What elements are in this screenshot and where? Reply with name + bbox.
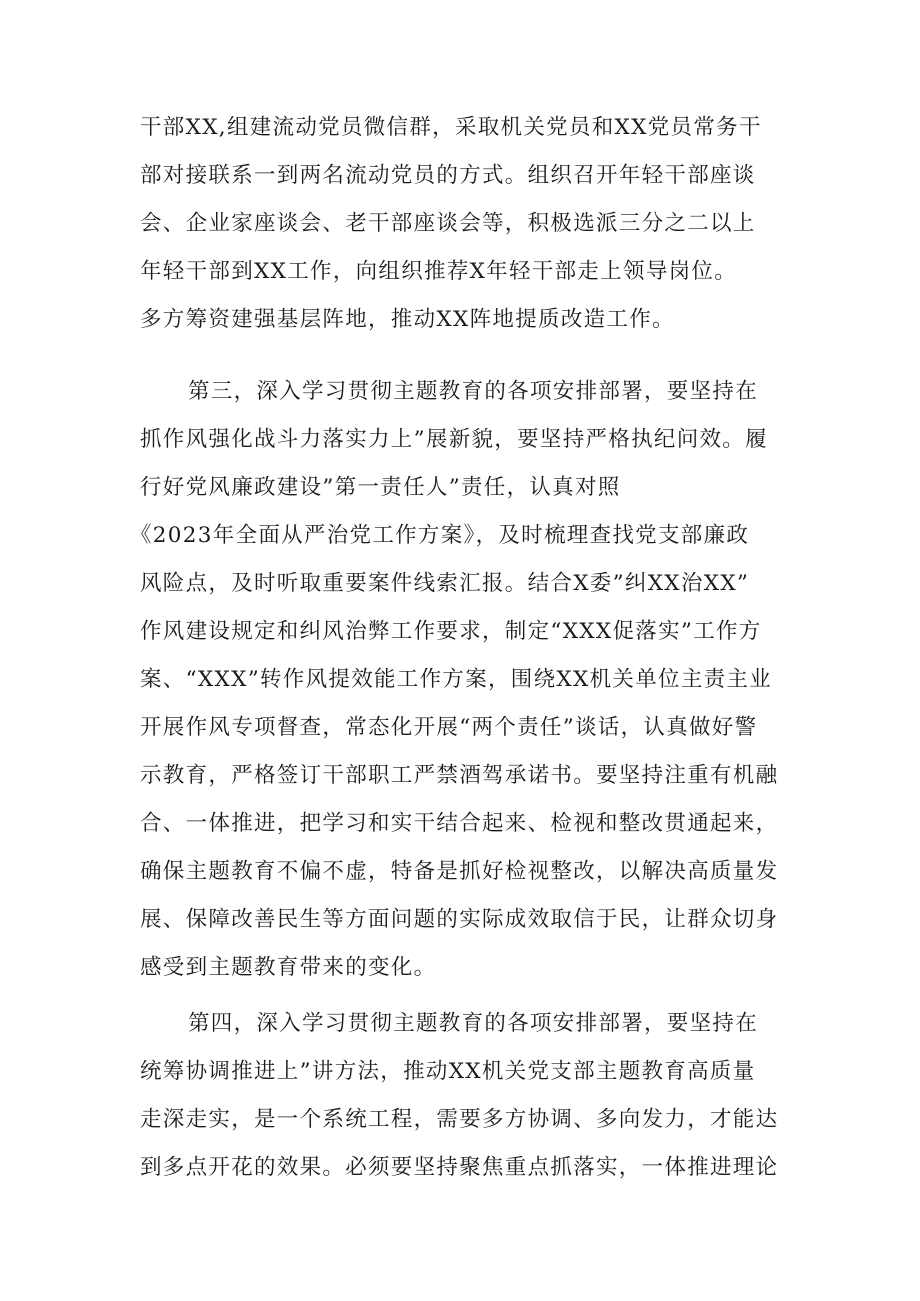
text-line: 抓作风强化战斗力落实力上”展新貌，要坚持严格执纪问效。履 [140, 427, 768, 452]
text-line: 合、一体推进，把学习和实干结合起来、检视和整改贯通起来， [140, 811, 779, 836]
text-line: 感受到主题教育带来的变化。 [140, 955, 437, 980]
text-line: 《2023年全面从严治党工作方案》，及时梳理查找党支部廉政 [130, 523, 750, 548]
text-line: 统筹协调推进上”讲方法，推动XX机关党支部主题教育高质量 [140, 1059, 756, 1084]
text-line: 行好党风廉政建设”第一责任人”责任，认真对照 [140, 475, 621, 500]
text-line: 干部XX,组建流动党员微信群，采取机关党员和XX党员常务干 [140, 115, 762, 140]
text-line: 开展作风专项督查，常态化开展“两个责任”谈话，认真做好警 [140, 715, 758, 740]
paragraph-start-line: 第四，深入学习贯彻主题教育的各项安排部署，要坚持在 [188, 1011, 759, 1036]
text-line: 年轻干部到XX工作，向组织推荐X年轻干部走上领导岗位。 [140, 259, 738, 284]
text-line: 风险点，及时听取重要案件线索汇报。结合X委”纠XX治XX” [140, 571, 750, 596]
text-line: 走深走实，是一个系统工程，需要多方协调、多向发力，才能达 [140, 1107, 779, 1132]
text-line: 案、“XXX”转作风提效能工作方案，围绕XX机关单位主责主业 [140, 667, 773, 692]
text-line: 部对接联系一到两名流动党员的方式。组织召开年轻干部座谈 [140, 163, 756, 188]
text-line: 会、企业家座谈会、老干部座谈会等，积极选派三分之二以上 [140, 211, 756, 236]
text-line: 展、保障改善民生等方面问题的实际成效取信于民，让群众切身 [140, 907, 779, 932]
text-line: 作风建设规定和纠风治弊工作要求，制定“XXX促落实”工作方 [140, 619, 762, 644]
text-line: 到多点开花的效果。必须要坚持聚焦重点抓落实，一体推进理论 [140, 1155, 779, 1180]
text-line: 多方筹资建强基层阵地，推动XX阵地提质改造工作。 [140, 307, 675, 332]
text-line: 确保主题教育不偏不虚，特备是抓好检视整改，以解决高质量发 [140, 859, 779, 884]
paragraph-start-line: 第三，深入学习贯彻主题教育的各项安排部署，要坚持在 [188, 379, 759, 404]
text-line: 示教育，严格签订干部职工严禁酒驾承诺书。要坚持注重有机融 [140, 763, 779, 788]
